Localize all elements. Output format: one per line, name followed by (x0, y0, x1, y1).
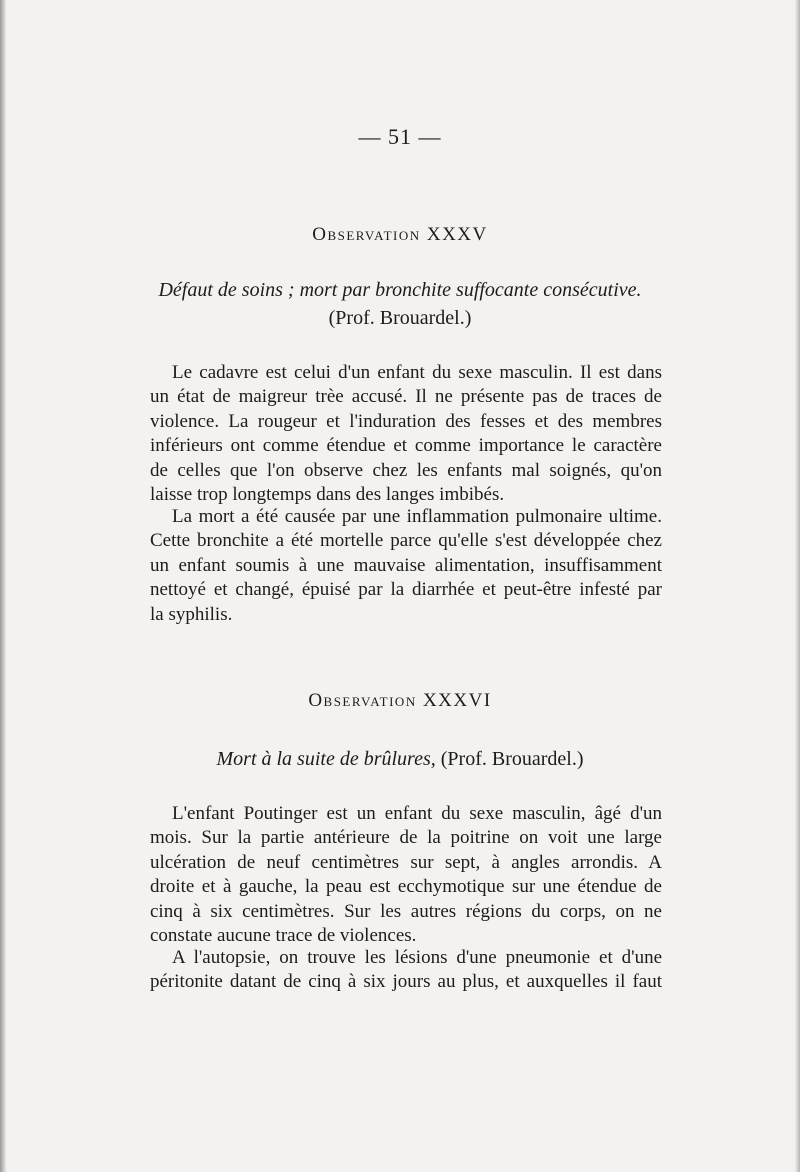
text-line: La mort a été causée par une inflammation pulmonaire ultime. (172, 506, 662, 527)
text-line: péritonite datant de cinq à six jours au plus, et auxquelles il faut (150, 971, 662, 993)
observation-36-subtitle (0, 745, 800, 773)
text-line: violence. La rougeur et l'induration des fesses et des membres (150, 410, 662, 432)
observation-36-subtitle-text: Mort à la suite de brûlures, (216, 748, 436, 770)
text-line: nettoyé et changé, épuisé par la diarrhée et peut-être infesté par (150, 579, 662, 601)
text-line: un enfant soumis à une mauvaise alimentation, insuffisamment (150, 554, 662, 576)
observation-35-subtitle (0, 276, 800, 332)
observation-36-paragraph-1 (150, 802, 662, 948)
text-line: laisse trop longtemps dans des langes imbibés. (150, 483, 505, 505)
observation-35-title: Observation XXXV (312, 224, 488, 245)
text-line: droite et à gauche, la peau est ecchymotique sur une étendue de (150, 876, 662, 898)
text-line: la syphilis. (150, 603, 233, 625)
text-line: un état de maigreur trèe accusé. Il ne présente pas de traces de (150, 386, 662, 408)
text-line: inférieurs ont comme étendue et comme importance le caractère (150, 435, 662, 457)
text-line: ulcération de neuf centimètres sur sept, à angles arrondis. A (150, 851, 662, 873)
observation-36-title: Observation XXXVI (308, 690, 492, 711)
observation-35-author: (Prof. Brouardel.) (328, 307, 472, 329)
page-edge-right (795, 0, 800, 1172)
text-line: Le cadavre est celui d'un enfant du sexe masculin. Il est dans (172, 362, 662, 383)
text-line: L'enfant Poutinger est un enfant du sexe masculin, âgé d'un (172, 803, 662, 824)
text-line: de celles que l'on observe chez les enfants mal soignés, qu'on (150, 459, 662, 481)
text-line: mois. Sur la partie antérieure de la poitrine on voit une large (150, 827, 662, 849)
observation-35-paragraph-1 (150, 361, 662, 507)
text-line: cinq à six centimètres. Sur les autres régions du corps, on ne (150, 900, 662, 922)
text-line: A l'autopsie, on trouve les lésions d'une pneumonie et d'une (172, 947, 662, 968)
text-line: Cette bronchite a été mortelle parce qu'elle s'est développée chez (150, 530, 662, 552)
text-line: constate aucune trace de violences. (150, 924, 417, 946)
observation-35-subtitle-text: Défaut de soins ; mort par bronchite suffocante consécutive. (158, 279, 642, 301)
page-number: — 51 — (358, 124, 442, 149)
observation-36-author: (Prof. Brouardel.) (440, 748, 584, 770)
page-edge-left (0, 0, 6, 1172)
observation-36-paragraph-2 (150, 946, 662, 995)
observation-35-paragraph-2 (150, 505, 662, 627)
